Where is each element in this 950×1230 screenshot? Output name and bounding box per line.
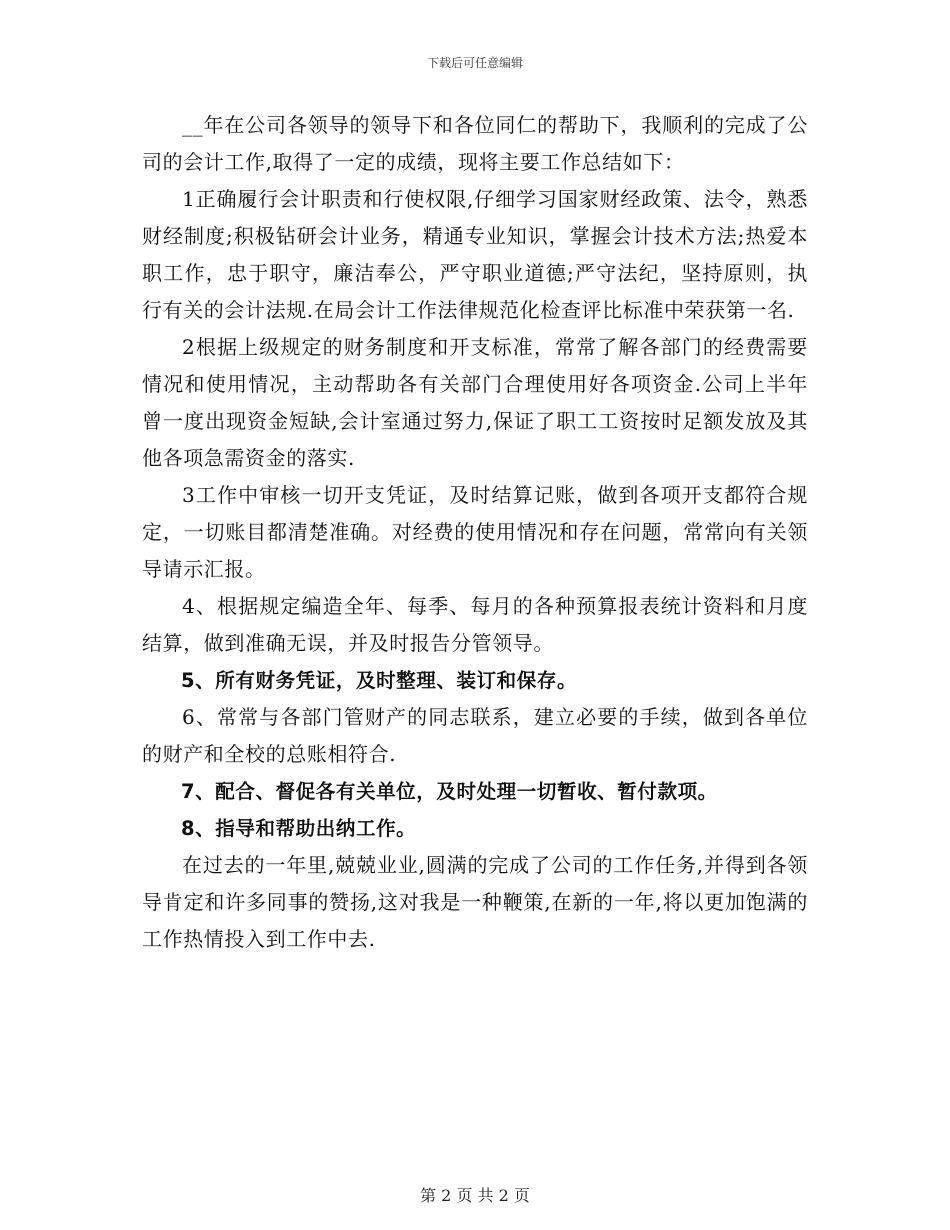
paragraph-item-3: 3工作中审核一切开支凭证，及时结算记账，做到各项开支都符合规定，一切账目都清楚准确。对经费的使用情况和存在问题，常常向有关领导请示汇报。 <box>142 483 808 581</box>
paragraph-item-2: 2根据上级规定的财务制度和开支标准，常常了解各部门的经费需要情况和使用情况，主动帮助各有关部门合理使用好各项资金.公司上半年曾一度出现资金短缺,会计室通过努力,保证了职工工资按时足额发放及其他各项急需资金的落实. <box>142 335 808 470</box>
paragraph-item-5: 5、所有财务凭证，及时整理、装订和保存。 <box>181 669 578 692</box>
document-body <box>142 107 808 958</box>
paragraph-item-8: 8、指导和帮助出纳工作。 <box>181 817 417 840</box>
paragraph-intro: __年在公司各领导的领导下和各位同仁的帮助下，我顺利的完成了公司的会计工作,取得了一定的成绩，现将主要工作总结如下： <box>142 113 808 174</box>
paragraph-item-4: 4、根据规定编造全年、每季、每月的各种预算报表统计资料和月度结算，做到准确无误，并及时报告分管领导。 <box>142 594 808 655</box>
paragraph-item-1: 1正确履行会计职责和行使权限,仔细学习国家财经政策、法令，熟悉财经制度;积极钻研会计业务，精通专业知识，掌握会计技术方法;热爱本职工作，忠于职守，廉洁奉公，严守职业道德;严守法纪，坚持原则，执行有关的会计法规.在局会计工作法律规范化检查评比标准中荣获第一名. <box>142 187 808 322</box>
page-header: 下载后可任意编辑 <box>426 56 523 70</box>
page-footer: 第 2 页 共 2 页 <box>420 1186 530 1205</box>
paragraph-item-6: 6、常常与各部门管财产的同志联系，建立必要的手续，做到各单位的财产和全校的总账相符合. <box>142 705 808 766</box>
paragraph-item-7: 7、配合、督促各有关单位，及时处理一切暂收、暂付款项。 <box>181 780 718 803</box>
paragraph-conclusion: 在过去的一年里,兢兢业业,圆满的完成了公司的工作任务,并得到各领导肯定和许多同事的赞扬,这对我是一种鞭策,在新的一年,将以更加饱满的工作热情投入到工作中去. <box>142 853 808 951</box>
